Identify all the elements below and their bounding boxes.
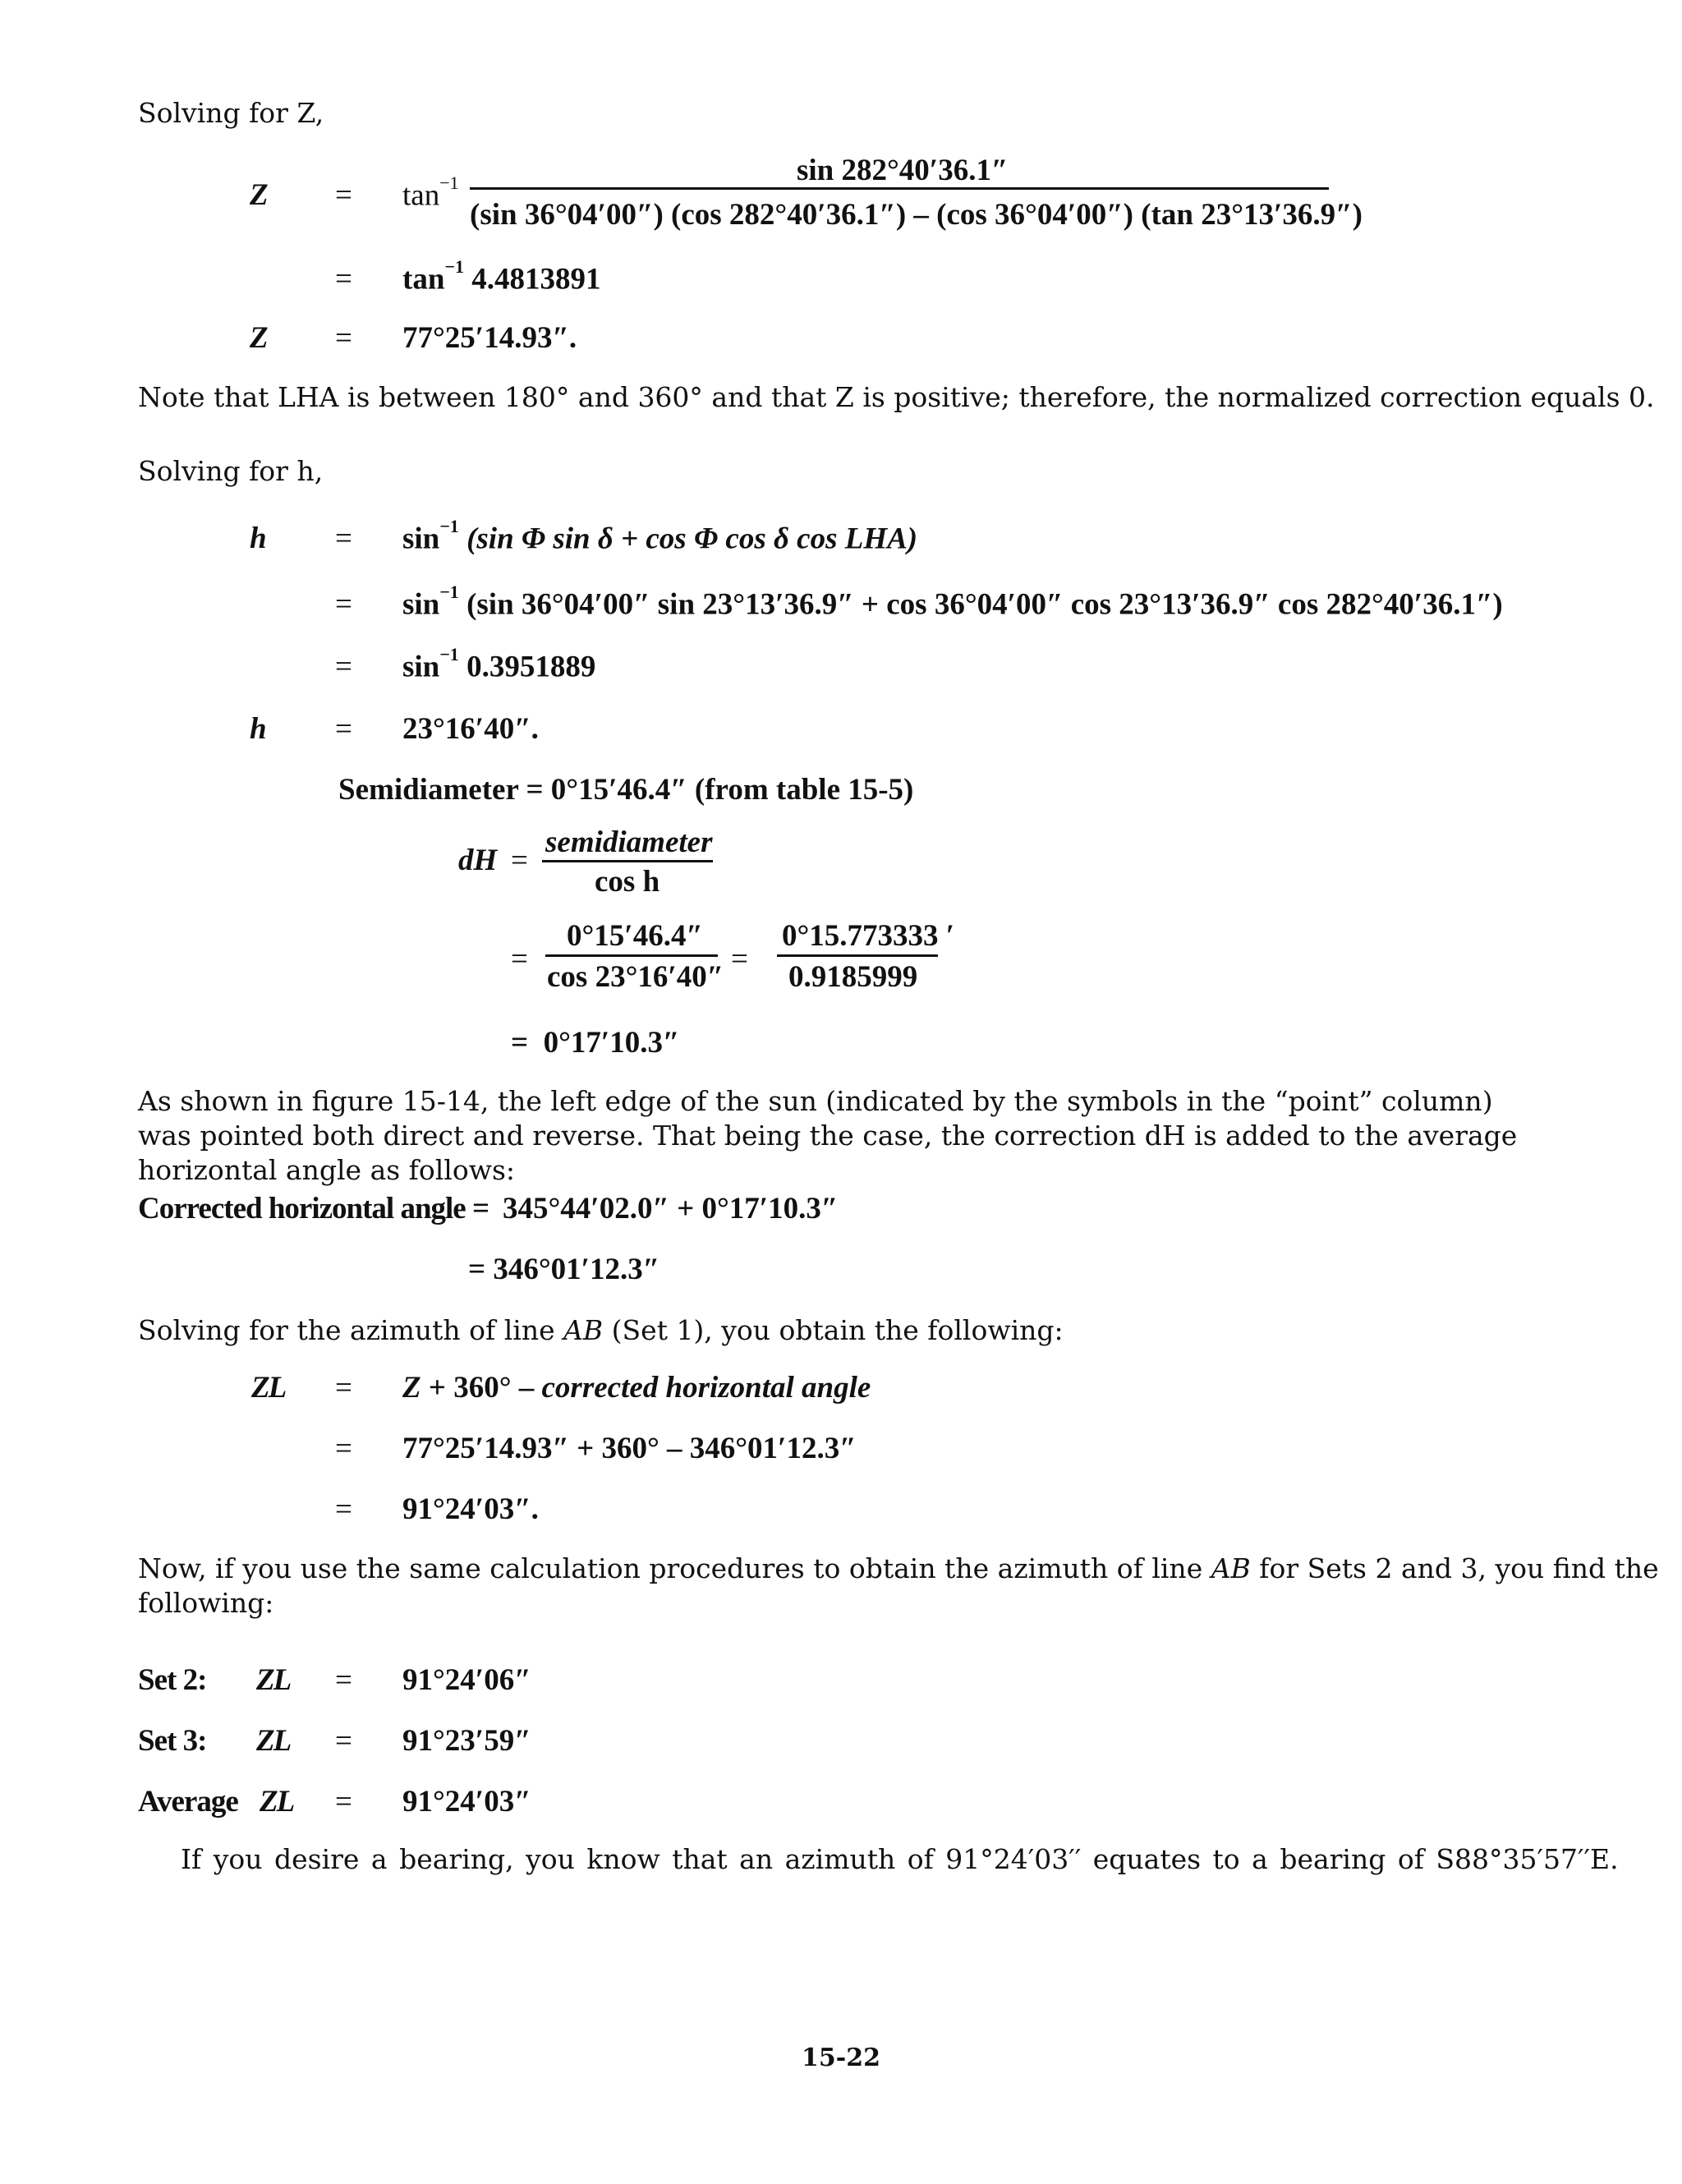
- tan-inverse-fn: $\tan^{-1}$: [402, 172, 459, 213]
- dh-fraction-bar-3: [777, 954, 938, 957]
- equals-sign: =: [511, 844, 528, 877]
- h-line3: $\sin^{-1} 0.3951889$: [402, 644, 596, 684]
- equals-sign: =: [335, 712, 352, 746]
- equals-sign: =: [511, 942, 528, 976]
- z-result: 77°25′14.93″.: [402, 321, 577, 355]
- semidiameter-line: Semidiameter = 0°15′46.4″ (from table 15-5): [338, 773, 914, 807]
- equals-sign: =: [335, 1371, 352, 1405]
- z-variable: Z: [250, 178, 269, 212]
- dh-label: dH: [458, 844, 498, 877]
- z-variable: Z: [250, 321, 269, 355]
- zl-variable: ZL: [251, 1371, 286, 1405]
- corrected-angle-result: = 346°01′12.3″: [468, 1253, 660, 1286]
- zl-line1: Z + 360° – corrected horizontal angle: [402, 1371, 871, 1405]
- solving-azimuth-text: Solving for the azimuth of line AB (Set 1), you obtain the following:: [138, 1314, 1064, 1346]
- note-lha-text: Note that LHA is between 180° and 360° and that Z is positive; therefore, the normalized correction equals 0.: [138, 381, 1655, 413]
- set-value: 91°23′59″: [402, 1724, 531, 1758]
- equals-sign: =: [335, 1663, 352, 1697]
- dh-num3: 0°15.773333 ′: [782, 919, 955, 953]
- h-variable: h: [250, 712, 267, 746]
- dh-numerator: semidiameter: [545, 825, 713, 859]
- paragraph-sets-line1: Now, if you use the same calculation procedures to obtain the azimuth of line AB for Sets 2 and 3, you find the: [138, 1552, 1659, 1584]
- solving-for-h-text: Solving for h,: [138, 455, 324, 487]
- equals-sign: =: [335, 1724, 352, 1758]
- z-numerator: sin 282°40′36.1″: [797, 154, 1009, 187]
- equals-sign: =: [335, 1785, 352, 1818]
- dh-fraction-bar-2: [545, 954, 718, 957]
- zl-line3: 91°24′03″.: [402, 1492, 539, 1526]
- zl-variable: ZL: [256, 1724, 291, 1758]
- page-number: 15-22: [802, 2044, 880, 2072]
- equals-sign: =: [335, 522, 352, 555]
- set-value: 91°24′06″: [402, 1663, 531, 1697]
- zl-variable: ZL: [256, 1663, 291, 1697]
- z-denominator: (sin 36°04′00″) (cos 282°40′36.1″) – (cos 36°04′00″) (tan 23°13′36.9″): [470, 198, 1363, 232]
- equals-sign: =: [335, 178, 352, 212]
- zl-variable: ZL: [260, 1785, 294, 1818]
- equals-sign: =: [335, 650, 352, 683]
- set-label: Set 3:: [138, 1724, 207, 1758]
- dh-den2: cos 23°16′40″: [547, 960, 724, 994]
- h-line2: $\sin^{-1} (\sin$ 36°04′00″ sin 23°13′36.9″ + cos 36°04′00″ cos 23°13′36.9″ cos 282°40′36.1″): [402, 582, 1503, 622]
- set-label: Average: [138, 1785, 238, 1818]
- set-label: Set 2:: [138, 1663, 207, 1697]
- paragraph-sets-line2: following:: [138, 1587, 274, 1619]
- equals-sign: =: [335, 587, 352, 621]
- set-value: 91°24′03″: [402, 1785, 531, 1818]
- paragraph-figure-reference: As shown in figure 15-14, the left edge of the sun (indicated by the symbols in the “point” column) was pointed both direct and reverse. That being the case, the correction dH is added to the average horizontal angle as follows:: [138, 1085, 1518, 1186]
- dh-num2: 0°15′46.4″: [567, 919, 703, 953]
- h-result: 23°16′40″.: [402, 712, 539, 746]
- equals-sign: =: [731, 942, 748, 976]
- equals-sign: =: [335, 1432, 352, 1465]
- z-line2: $\tan^{-1} 4.4813891$: [402, 256, 601, 297]
- dh-denominator: cos h: [595, 865, 660, 899]
- equals-sign: =: [335, 321, 352, 355]
- h-variable: h: [250, 522, 267, 555]
- equals-sign: =: [335, 262, 352, 296]
- solving-for-z-text: Solving for Z,: [138, 97, 324, 129]
- dh-result: = 0°17′10.3″: [511, 1026, 680, 1060]
- corrected-angle-label: Corrected horizontal angle =: [138, 1192, 489, 1225]
- zl-line2: 77°25′14.93″ + 360° – 346°01′12.3″: [402, 1432, 857, 1465]
- equals-sign: =: [335, 1492, 352, 1526]
- corrected-angle-value: 345°44′02.0″ + 0°17′10.3″: [503, 1192, 839, 1225]
- dh-den3: 0.9185999: [788, 960, 918, 994]
- h-line1: $\sin^{-1} (\sin$ Φ sin δ + cos Φ cos δ cos LHA): [402, 516, 918, 556]
- bearing-text: If you desire a bearing, you know that an azimuth of 91°24′03′′ equates to a bearing of S88°35′57′′E.: [181, 1843, 1619, 1875]
- dh-fraction-bar: [542, 860, 713, 862]
- z-fraction-bar: [470, 187, 1329, 190]
